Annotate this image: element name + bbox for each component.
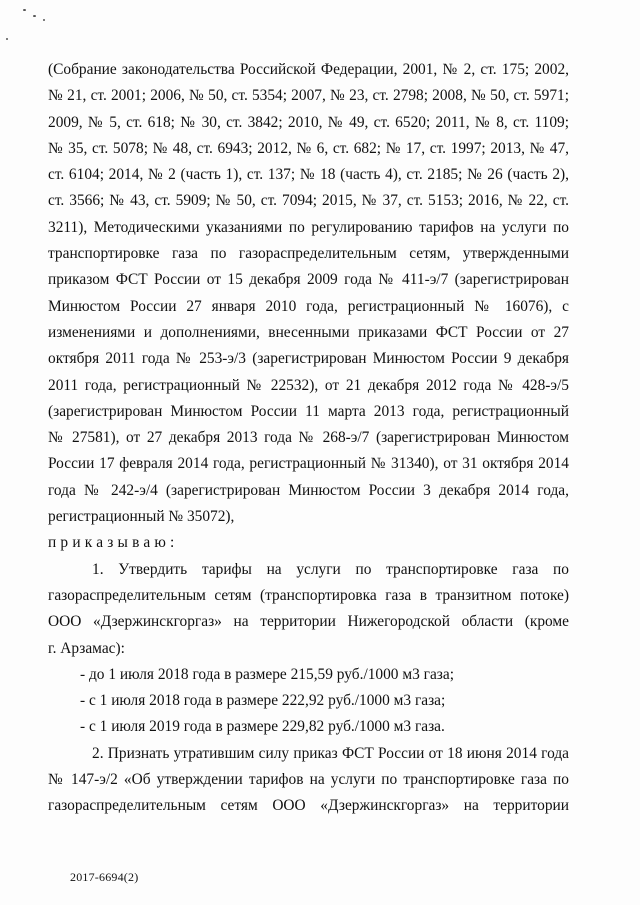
text-line: 2009, № 5, ст. 618; № 30, ст. 3842; 2010, № 49, ст. 6520; 2011, № 8, ст. 1109; (48, 113, 569, 131)
text-line: приказом ФСТ России от 15 декабря 2009 года № 411-э/7 (зарегистрирован (48, 271, 569, 289)
text-line: октября 2011 года № 253-э/3 (зарегистрирован Минюстом России 9 декабря (48, 350, 569, 368)
order-keyword: приказываю: (48, 534, 179, 552)
text-line: № 27581), от 27 декабря 2013 года № 268-э/7 (зарегистрирован Минюстом (48, 429, 569, 447)
scan-speck (6, 38, 8, 40)
text-line: изменениями и дополнениями, внесенными приказами ФСТ России от 27 (48, 323, 569, 341)
text-line: ООО «Дзержинскгоргаз» на территории Нижегородской области (кроме (48, 613, 569, 631)
text-line: газораспределительным сетям (транспортировка газа в транзитном потоке) (48, 586, 569, 604)
text-line: № 35, ст. 5078; № 48, ст. 6943; 2012, № 6, ст. 682; № 17, ст. 1997; 2013, № 47, (48, 139, 569, 157)
tariff-item: - с 1 июля 2019 года в размере 229,82 руб./1000 м3 газа. (80, 718, 445, 736)
document-body (48, 57, 569, 820)
clause-1-heading: 1. Утвердить тарифы на услуги по транспортировке газа по (92, 560, 569, 578)
text-line: ст. 6104; 2014, № 2 (часть 1), ст. 137; № 18 (часть 4), ст. 2185; № 26 (часть 2), (48, 166, 569, 184)
text-line: года № 242-э/4 (зарегистрирован Минюстом России 3 декабря 2014 года, (48, 481, 569, 499)
text-line: регистрационный № 35072), (48, 508, 235, 526)
text-line: (Собрание законодательства Российской Федерации, 2001, № 2, ст. 175; 2002, (48, 61, 569, 78)
text-line: России 17 февраля 2014 года, регистрационный № 31340), от 31 октября 2014 (48, 455, 569, 473)
clause-2-heading: 2. Признать утратившим силу приказ ФСТ России от 18 июня 2014 года (92, 744, 569, 762)
scan-speck (23, 9, 26, 11)
text-line: № 147-э/2 «Об утверждении тарифов на услуги по транспортировке газа по (48, 771, 569, 789)
text-line: газораспределительным сетям ООО «Дзержинскгоргаз» на территории (48, 797, 569, 815)
text-line: ст. 3566; № 43, ст. 5909; № 50, ст. 7094; 2015, № 37, ст. 5153; 2016, № 22, ст. (48, 192, 569, 210)
text-line: 2011 года, регистрационный № 22532), от 21 декабря 2012 года № 428-э/5 (48, 376, 569, 394)
tariff-item: - с 1 июля 2018 года в размере 222,92 руб./1000 м3 газа; (80, 692, 446, 710)
document-code: 2017-6694(2) (70, 870, 139, 884)
text-line: № 21, ст. 2001; 2006, № 50, ст. 5354; 2007, № 23, ст. 2798; 2008, № 50, ст. 5971; (48, 87, 569, 105)
text-line: транспортировке газа по газораспределительным сетям, утвержденными (48, 245, 569, 263)
scan-speck (43, 19, 45, 21)
text-line: г. Арзамас): (48, 639, 125, 657)
text-line: 3211), Методическими указаниями по регулированию тарифов на услуги по (48, 218, 569, 236)
tariff-item: - до 1 июля 2018 года в размере 215,59 руб./1000 м3 газа; (80, 665, 454, 683)
text-line: (зарегистрирован Минюстом России 11 марта 2013 года, регистрационный (48, 402, 569, 420)
scan-speck (33, 15, 36, 17)
text-line: Минюстом России 27 января 2010 года, регистрационный № 16076), с (48, 297, 569, 315)
